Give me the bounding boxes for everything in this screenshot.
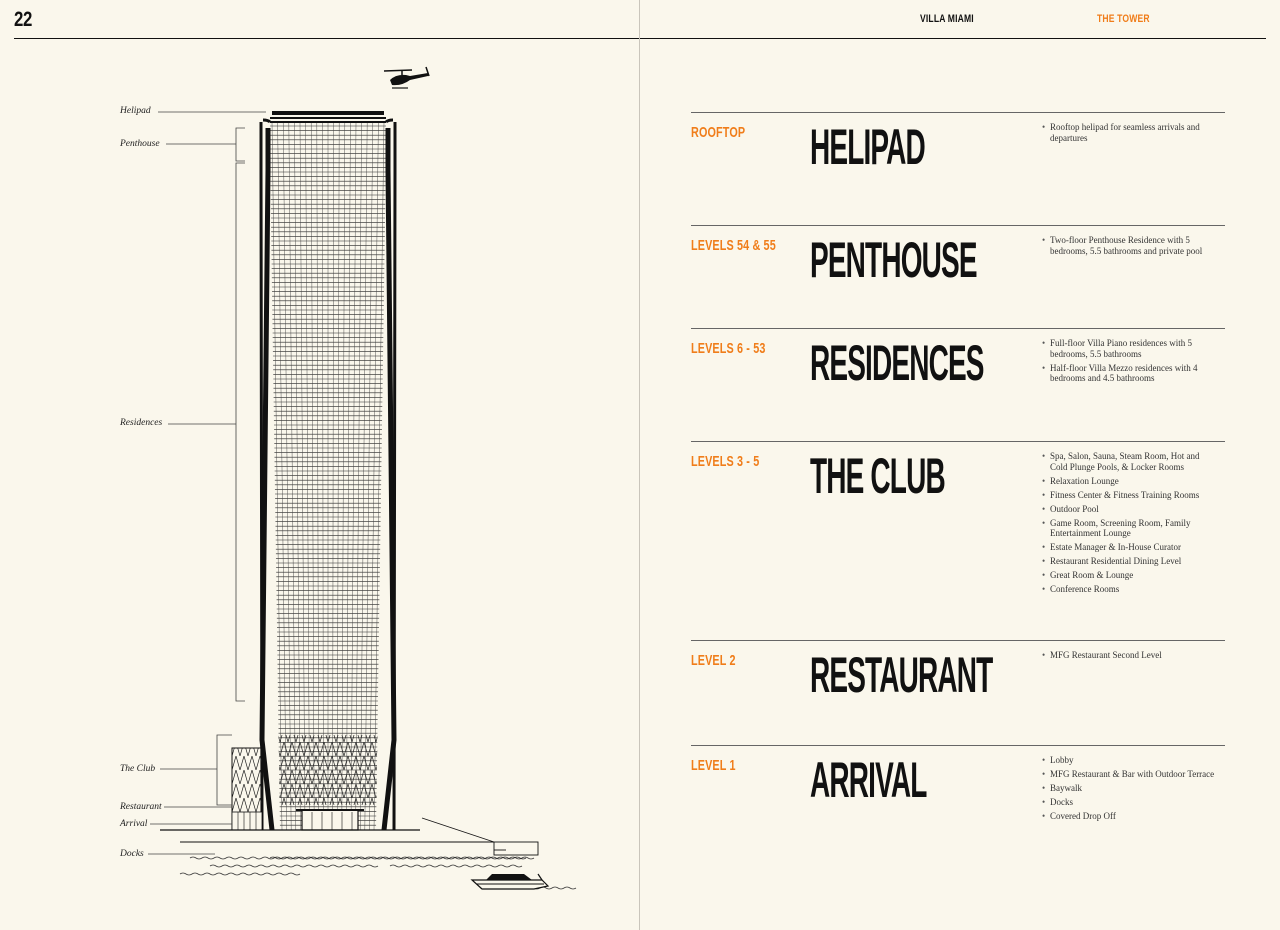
section-penthouse — [691, 225, 1225, 329]
bullet-item: • Covered Drop Off — [1041, 811, 1231, 822]
section-title: PENTHOUSE — [810, 232, 977, 288]
boat-icon — [472, 874, 548, 889]
label-docks: Docks — [120, 849, 144, 859]
section-bullets — [1041, 235, 1226, 260]
bullet-item: • Docks — [1041, 797, 1231, 808]
bullet-item: • Spa, Salon, Sauna, Steam Room, Hot and Cold Plunge Pools, & Locker Rooms — [1041, 451, 1219, 472]
section-residences — [691, 328, 1225, 442]
dock-pier — [494, 842, 538, 855]
section-the-club — [691, 441, 1225, 641]
section-arrival — [691, 745, 1225, 866]
section-level: ROOFTOP — [691, 124, 746, 141]
lobby-entrance — [302, 810, 358, 830]
bullet-item: • Estate Manager & In-House Curator — [1041, 542, 1219, 553]
bullet-item: • Two-floor Penthouse Residence with 5 bedrooms, 5.5 bathrooms and private pool — [1041, 235, 1226, 256]
label-restaurant: Restaurant — [120, 802, 162, 812]
section-level: LEVELS 3 - 5 — [691, 453, 760, 470]
bullet-item: • Relaxation Lounge — [1041, 476, 1219, 487]
facade-grid — [255, 118, 400, 838]
section-level: LEVEL 1 — [691, 757, 736, 774]
section-bullets — [1041, 451, 1219, 598]
bullet-item: • MFG Restaurant Second Level — [1041, 650, 1226, 661]
bullet-item: • Restaurant Residential Dining Level — [1041, 556, 1219, 567]
section-bullets — [1041, 338, 1201, 387]
page-number: 22 — [14, 8, 32, 31]
section-bullets — [1041, 650, 1226, 664]
helicopter-icon — [384, 67, 429, 88]
section-title: ARRIVAL — [810, 752, 927, 808]
section-level: LEVEL 2 — [691, 652, 736, 669]
running-header-section: THE TOWER — [1097, 13, 1150, 25]
running-header-brand: VILLA MIAMI — [920, 13, 974, 25]
bullet-item: • Rooftop helipad for seamless arrivals and departures — [1041, 122, 1226, 143]
section-title: THE CLUB — [810, 448, 945, 504]
bullet-item: • Half-floor Villa Mezzo residences with 4 bedrooms and 4.5 bathrooms — [1041, 363, 1201, 384]
bullet-item: • Lobby — [1041, 755, 1231, 766]
bullet-item: • Outdoor Pool — [1041, 504, 1219, 515]
label-the-club: The Club — [120, 764, 156, 774]
section-helipad — [691, 112, 1225, 226]
bullet-item: • Full-floor Villa Piano residences with 5 bedrooms, 5.5 bathrooms — [1041, 338, 1201, 359]
bullet-item: • Great Room & Lounge — [1041, 570, 1219, 581]
bullet-item: • Fitness Center & Fitness Training Rooms — [1041, 490, 1219, 501]
bullet-item: • Conference Rooms — [1041, 584, 1219, 595]
section-bullets — [1041, 122, 1226, 147]
bullet-item: • Baywalk — [1041, 783, 1231, 794]
label-penthouse: Penthouse — [120, 139, 160, 149]
section-level: LEVELS 54 & 55 — [691, 237, 776, 254]
section-title: RESTAURANT — [810, 647, 993, 703]
section-restaurant — [691, 640, 1225, 746]
label-residences: Residences — [120, 418, 163, 428]
bullet-item: • Game Room, Screening Room, Family Entertainment Lounge — [1041, 518, 1219, 539]
section-title: HELIPAD — [810, 119, 925, 175]
section-title: RESIDENCES — [810, 335, 984, 391]
label-arrival: Arrival — [120, 819, 148, 829]
section-bullets — [1041, 755, 1231, 825]
section-level: LEVELS 6 - 53 — [691, 340, 766, 357]
helipad-deck — [272, 111, 384, 115]
bullet-item: • MFG Restaurant & Bar with Outdoor Terrace — [1041, 769, 1231, 780]
leader-lines — [148, 112, 266, 854]
label-helipad: Helipad — [120, 106, 151, 116]
